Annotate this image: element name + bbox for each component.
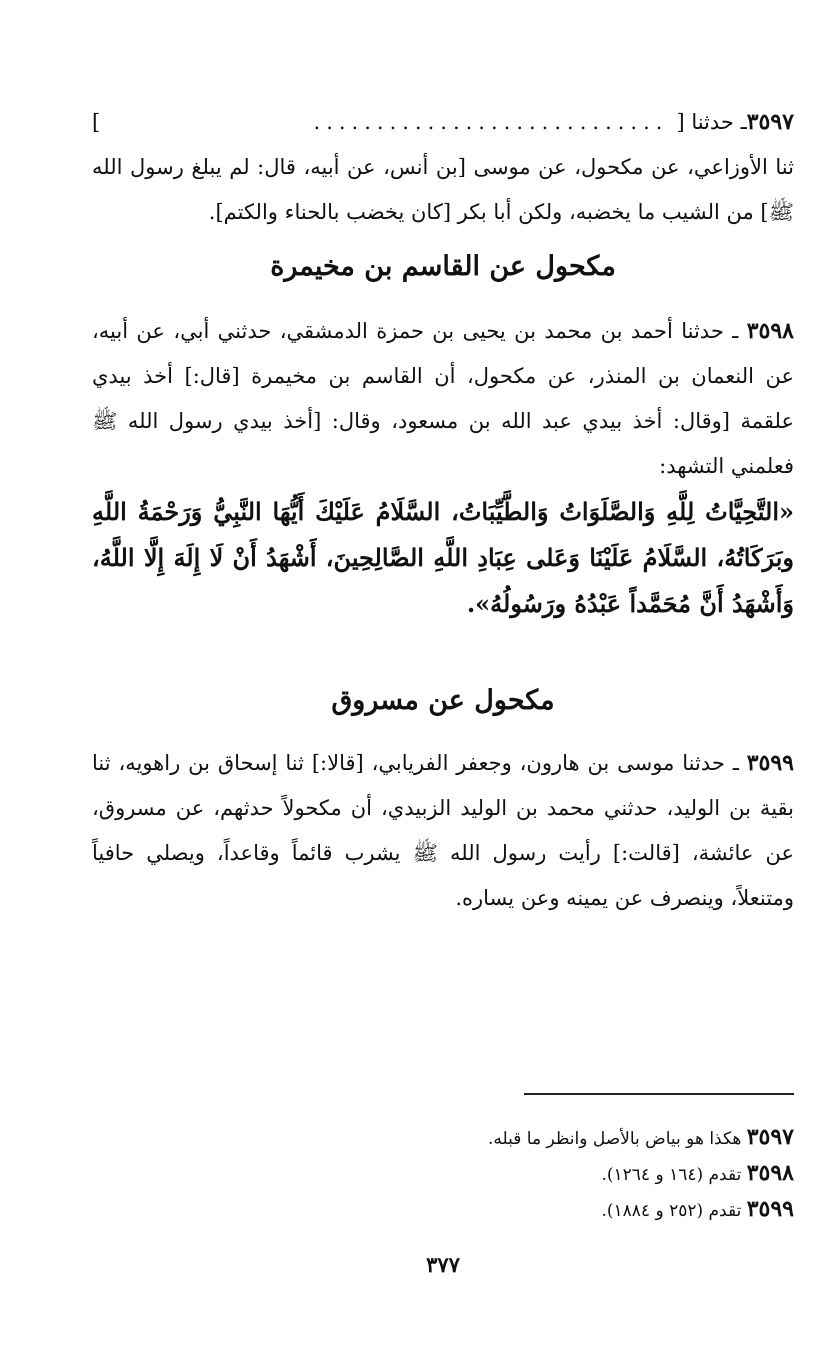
footnote-text: تقدم (١٦٤ و ١٢٦٤).: [601, 1165, 742, 1185]
page-number: ٣٧٧: [426, 1252, 460, 1277]
missing-text-dots: ............................: [313, 110, 669, 134]
footnote-item: [92, 1120, 794, 1156]
entry-3598-text: ـ حدثنا أحمد بن محمد بن يحيى بن حمزة الدمشقي، حدثني أبي، عن أبيه، عن النعمان بن المنذر، عن مكحول، أن القاسم بن مخيمرة [قال:] أخذ بيدي علقمة [وقال: أخذ بيدي عبد الله بن مسعود، وقال: [أخذ بيدي رسول الله ﷺ فعلمني التشهد:: [92, 319, 794, 478]
book-page: [92, 100, 794, 1300]
section-heading-qasim: مكحول عن القاسم بن مخيمرة: [270, 251, 616, 282]
footnote-divider: [524, 1093, 794, 1095]
entry-3597-intro: ـ حدثنا [: [676, 110, 747, 134]
footnote-item: [92, 1156, 794, 1192]
footnote-number: ٣٥٩٩: [746, 1196, 794, 1222]
entry-3597-number: ٣٥٩٧: [746, 109, 794, 135]
entry-3597-first-line: [92, 100, 794, 145]
footnote-item: [92, 1192, 794, 1228]
entry-3599-paragraph: [92, 741, 794, 921]
section-heading-masruq: مكحول عن مسروق: [331, 685, 555, 716]
entry-3598-paragraph: [92, 309, 794, 489]
entry-3597-bracket-close: ]: [92, 110, 101, 134]
footnote-text: هكذا هو بياض بالأصل وانظر ما قبله.: [487, 1129, 742, 1149]
entry-3598-number: ٣٥٩٨: [746, 318, 794, 344]
footnote-number: ٣٥٩٨: [746, 1160, 794, 1186]
footnote-text: تقدم (٢٥٢ و ١٨٨٤).: [601, 1201, 742, 1221]
footnote-number: ٣٥٩٧: [746, 1124, 794, 1150]
entry-3599-number: ٣٥٩٩: [746, 750, 794, 776]
entry-3599-text: ـ حدثنا موسى بن هارون، وجعفر الفريابي، [قالا:] ثنا إسحاق بن راهويه، ثنا بقية بن الوليد، حدثني محمد بن الوليد الزبيدي، أن مكحولاً حدثهم، عن مسروق، عن عائشة، [قالت:] رأيت رسول الله ﷺ يشرب قائماً وقاعداً، ويصلي حافياً ومتنعلاً، وينصرف عن يمينه وعن يساره.: [92, 751, 794, 910]
tashahhud-text: «التَّحِيَّاتُ لِلَّهِ وَالصَّلَوَاتُ وَالطَّيِّبَاتُ، السَّلَامُ عَلَيْكَ أَيُّهَا النَّبِيُّ وَرَحْمَةُ اللَّهِ وبَرَكَاتُهُ، السَّلَامُ عَلَيْنَا وَعَلى عِبَادِ اللَّهِ الصَّالِحِينَ، أَشْهَدُ أَنْ لَا إِلَهَ إِلَّا اللَّهُ، وَأَشْهَدُ أَنَّ مُحَمَّداً عَبْدُهُ ورَسُولُهُ».: [92, 497, 794, 618]
footnotes: [92, 1120, 794, 1228]
entry-3597-text: ثنا الأوزاعي، عن مكحول، عن موسى [بن أنس، عن أبيه، قال: لم يبلغ رسول الله ﷺ] من الشيب ما يخضبه، ولكن أبا بكر [كان يخضب بالحناء والكتم].: [92, 155, 794, 224]
